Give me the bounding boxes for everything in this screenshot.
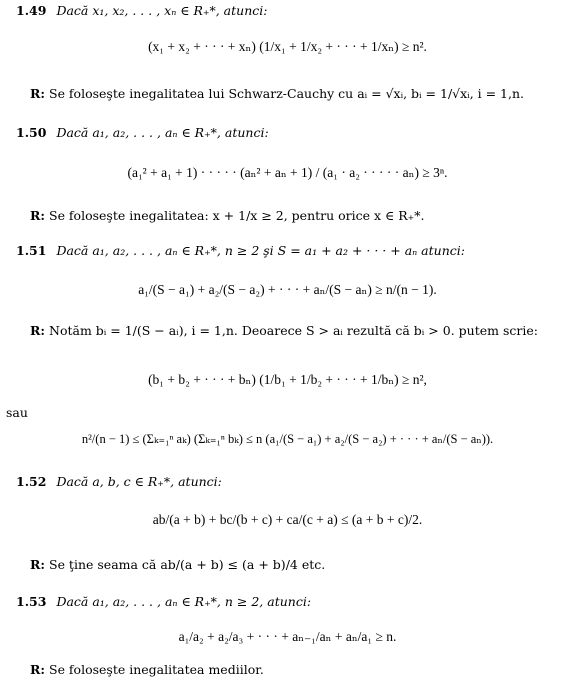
problem-number: 1.49 — [16, 3, 47, 18]
answer-text: Se ţine seama că ab/(a + b) ≤ (a + b)/4 etc. — [49, 557, 326, 572]
answer-text: Se foloseşte inegalitatea mediilor. — [49, 662, 264, 677]
problem-statement: Dacă a₁, a₂, . . . , aₙ ∈ R₊*, n ≥ 2, atunci: — [56, 594, 312, 609]
problem-1-53-heading — [16, 596, 311, 609]
problem-1-50-display: (a₁² + a₁ + 1) · · · · · (aₙ² + aₙ + 1) / (a₁ · a₂ · · · · · aₙ) ≥ 3ⁿ. — [127, 165, 448, 180]
problem-statement: Dacă a₁, a₂, . . . , aₙ ∈ R₊*, n ≥ 2 şi S = a₁ + a₂ + · · · + aₙ atunci: — [56, 243, 465, 258]
problem-1-52-display: ab/(a + b) + bc/(b + c) + ca/(c + a) ≤ (a + b + c)/2. — [152, 512, 423, 527]
problem-statement: Dacă x₁, x₂, . . . , xₙ ∈ R₊*, atunci: — [56, 3, 268, 18]
problem-1-51-display-3: n²/(n − 1) ≤ (Σₖ₌₁ⁿ aₖ) (Σₖ₌₁ⁿ bₖ) ≤ n (a₁/(S − a₁) + a₂/(S − a₂) + · · · + aₙ/(S − aₙ)). — [81, 432, 494, 446]
answer-label: R: — [30, 662, 46, 677]
problem-statement: Dacă a, b, c ∈ R₊*, atunci: — [56, 474, 222, 489]
answer-text: Se foloseşte inegalitatea: x + 1/x ≥ 2, pentru orice x ∈ R₊*. — [49, 208, 425, 223]
problem-1-51-display-2: (b₁ + b₂ + · · · + bₙ) (1/b₁ + 1/b₂ + · · · + 1/bₙ) ≥ n², — [148, 372, 427, 387]
problem-1-49-answer — [30, 88, 524, 101]
answer-label: R: — [30, 86, 46, 101]
answer-label: R: — [30, 208, 46, 223]
problem-1-52-answer — [30, 559, 325, 572]
problem-number: 1.53 — [16, 594, 47, 609]
answer-label: R: — [30, 557, 46, 572]
problem-1-49-display: (x₁ + x₂ + · · · + xₙ) (1/x₁ + 1/x₂ + · · · + 1/xₙ) ≥ n². — [148, 39, 427, 54]
answer-text: Se foloseşte inegalitatea lui Schwarz-Cauchy cu aᵢ = √xᵢ, bᵢ = 1/√xᵢ, i = 1,n. — [49, 86, 525, 101]
problem-statement: Dacă a₁, a₂, . . . , aₙ ∈ R₊*, atunci: — [56, 125, 269, 140]
problem-1-53-display: a₁/a₂ + a₂/a₃ + · · · + aₙ₋₁/aₙ + aₙ/a₁ ≥ n. — [178, 629, 397, 644]
problem-1-51-display: a₁/(S − a₁) + a₂/(S − a₂) + · · · + aₙ/(S − aₙ) ≥ n/(n − 1). — [138, 282, 437, 297]
answer-label: R: — [30, 323, 46, 338]
problem-1-51-heading — [16, 245, 465, 258]
problem-1-50-answer — [30, 210, 425, 223]
problem-1-51-answer — [30, 325, 538, 338]
problem-1-53-answer — [30, 664, 264, 677]
answer-text: Notăm bᵢ = 1/(S − aᵢ), i = 1,n. Deoarece S > aᵢ rezultă că bᵢ > 0. putem scrie: — [49, 323, 538, 338]
problem-1-50-heading — [16, 127, 269, 140]
problem-number: 1.52 — [16, 474, 47, 489]
problem-1-49-heading — [16, 5, 267, 18]
problem-1-52-heading — [16, 476, 222, 489]
problem-number: 1.50 — [16, 125, 47, 140]
connector-sau: sau — [6, 405, 28, 420]
problem-number: 1.51 — [16, 243, 47, 258]
